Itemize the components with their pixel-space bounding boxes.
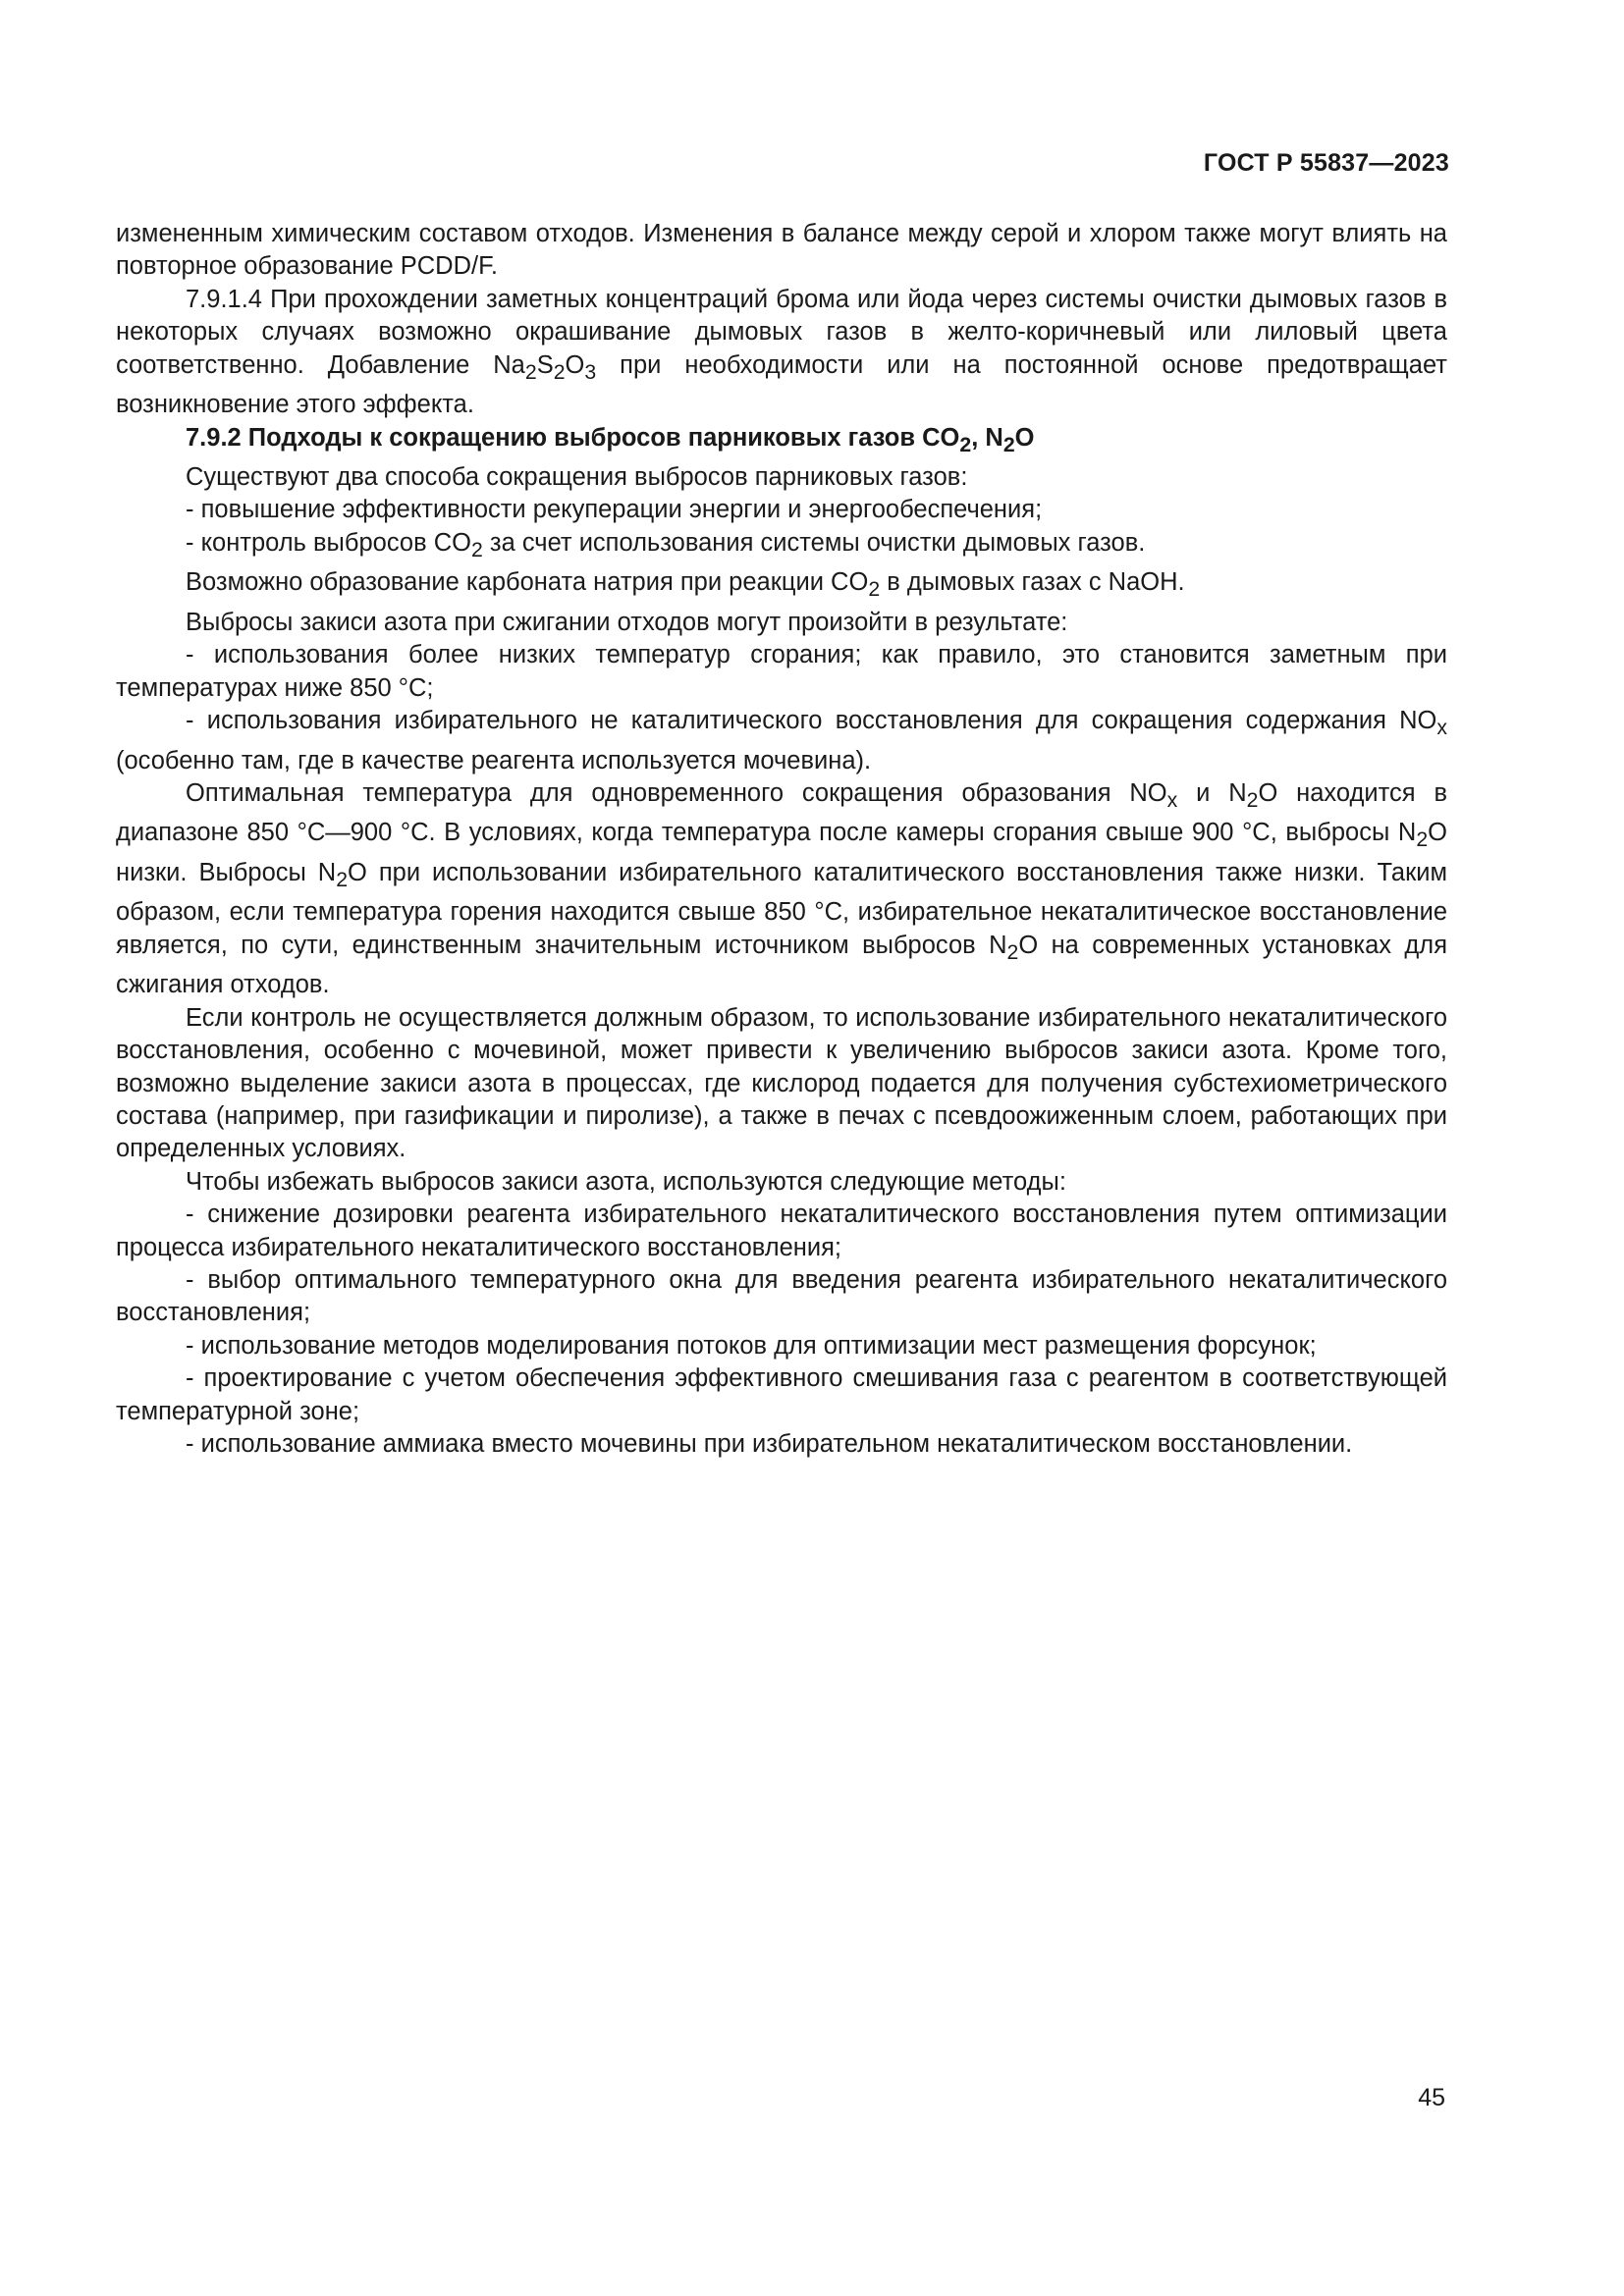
subscript-text: x <box>1166 788 1178 813</box>
text-run: измененным химическим составом отходов. Изменения в балансе между серой и хлором также могут влиять на повторное образование PCDD/F. <box>116 220 1447 281</box>
paragraph <box>116 284 1447 422</box>
text-run: - проектирование с учетом обеспечения эффективного смешивания газа с реагентом в соответствующей температурной зоне; <box>116 1364 1447 1425</box>
text-run: O на современных установках для сжигания отходов. <box>116 931 1447 999</box>
subscript-text: 2 <box>868 577 881 602</box>
text-run: 7.9.1.4 При прохождении заметных концентраций брома или йода через системы очистки дымовых газов в некоторых случаях возможно окрашивание дымовых газов в желто-коричневый или лиловый цвета соответственно. Добавление Na <box>116 285 1447 379</box>
text-run: 7.9.2 Подходы к сокращению выбросов парниковых газов CO <box>186 423 960 452</box>
document-body <box>116 218 1447 1461</box>
paragraph <box>116 461 1447 494</box>
paragraph <box>116 1166 1447 1199</box>
text-run: - использования избирательного не каталитического восстановления для сокращения содержания NO <box>186 707 1437 735</box>
text-run: O <box>565 350 585 379</box>
subscript-text: 2 <box>1416 828 1429 852</box>
text-run: (особенно там, где в качестве реагента используется мочевина). <box>116 746 872 774</box>
text-run: в дымовых газах с NaOH. <box>880 568 1185 597</box>
paragraph <box>116 494 1447 526</box>
text-run: - контроль выбросов CO <box>186 528 471 557</box>
paragraph <box>116 1330 1447 1362</box>
text-run: - повышение эффективности рекуперации энергии и энергообеспечения; <box>186 496 1043 524</box>
text-run: , N <box>971 423 1003 452</box>
text-run: за счет использования системы очистки дымовых газов. <box>482 528 1146 557</box>
text-run: Выбросы закиси азота при сжигании отходов могут произойти в результате: <box>186 608 1068 636</box>
text-run: Оптимальная температура для одновременного сокращения образования NO <box>186 778 1167 807</box>
subscript-text: 2 <box>524 359 537 384</box>
subscript-text: 3 <box>584 359 597 384</box>
paragraph <box>116 1002 1447 1166</box>
text-run: Если контроль не осуществляется должным образом, то использование избирательного некаталитического восстановления, особенно с мочевиной, может привести к увеличению выбросов закиси азота. Кроме того, возможно выделение закиси азота в процессах, где кислород подается для получения субстехиометрического состава (например, при газификации и пиролизе), а также в печах с псевдоожиженным слоем, работающих при определенных условиях. <box>116 1003 1447 1163</box>
text-run: - выбор оптимального температурного окна для введения реагента избирательного некаталитического восстановления; <box>116 1266 1447 1327</box>
paragraph <box>116 1264 1447 1330</box>
paragraph <box>116 527 1447 567</box>
subscript-text: 2 <box>1002 432 1015 456</box>
page-number: 45 <box>1418 2084 1445 2111</box>
paragraph <box>116 566 1447 607</box>
paragraph <box>116 607 1447 639</box>
text-run: и N <box>1177 778 1247 807</box>
paragraph <box>116 777 1447 1002</box>
text-run: при необходимости или на постоянной основе предотвращает возникновение этого эффекта. <box>116 350 1447 419</box>
text-run: - использования более низких температур сгорания; как правило, это становится заметным при температурах ниже 850 °С; <box>116 641 1447 702</box>
text-run: O при использовании избирательного каталитического восстановления также низки. Таким образом, если температура горения находится свыше 850 °С, избирательное некаталитическое восстановление является, по сути, единственным значительным источником выбросов N <box>116 858 1447 959</box>
subscript-text: 2 <box>470 537 483 561</box>
text-run: - использование методов моделирования потоков для оптимизации мест размещения форсунок; <box>186 1331 1317 1360</box>
subscript-text: x <box>1436 716 1447 740</box>
text-run: - использование аммиака вместо мочевины при избирательном некаталитическом восстановлении. <box>186 1430 1353 1459</box>
subscript-text: 2 <box>1006 939 1019 964</box>
text-run: S <box>536 350 554 379</box>
text-run: O находится в диапазоне 850 °С—900 °С. В условиях, когда температура после камеры сгорания свыше 900 °С, выбросы N <box>116 778 1447 847</box>
paragraph <box>116 639 1447 705</box>
subscript-text: 2 <box>959 432 972 456</box>
text-run: O <box>1014 423 1035 452</box>
text-run: Чтобы избежать выбросов закиси азота, используются следующие методы: <box>186 1167 1066 1196</box>
document-code-header: ГОСТ Р 55837—2023 <box>1203 149 1449 177</box>
text-run: - снижение дозировки реагента избирательного некаталитического восстановления путем оптимизации процесса избирательного некаталитического восстановления; <box>116 1201 1447 1261</box>
subscript-text: 2 <box>553 359 566 384</box>
text-run: O низки. Выбросы N <box>116 819 1447 886</box>
paragraph <box>116 1199 1447 1264</box>
paragraph <box>116 218 1447 284</box>
text-run: Возможно образование карбоната натрия при реакции CO <box>186 568 869 597</box>
subscript-text: 2 <box>336 868 349 892</box>
paragraph <box>116 1362 1447 1428</box>
text-run: Существуют два способа сокращения выбросов парниковых газов: <box>186 463 968 492</box>
section-heading <box>116 422 1447 462</box>
subscript-text: 2 <box>1246 788 1259 813</box>
paragraph <box>116 1428 1447 1461</box>
paragraph <box>116 705 1447 777</box>
